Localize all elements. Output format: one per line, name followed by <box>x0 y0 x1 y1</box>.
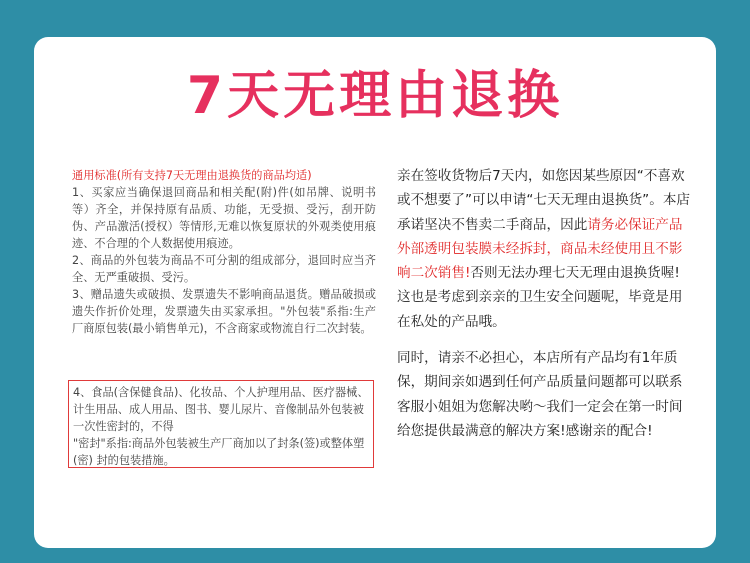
standard-item-4: 4、食品(含保健食品)、化妆品、个人护理用品、医疗器械、计生用品、成人用品、图书、婴儿尿片、音像制品外包装被一次性密封的，不得 <box>73 386 369 433</box>
policy-card <box>34 37 716 548</box>
return-note-text: 否则无法办理七天无理由退换货喔!这也是考虑到亲亲的卫生安全问题呢，毕竟是用在私处的产品哦。 <box>397 265 683 330</box>
standard-item-2: 2、商品的外包装为商品不可分割的组成部分，退回时应当齐全、无严重破损、受污。 <box>72 254 376 284</box>
return-explanation <box>397 164 693 443</box>
return-warning-text: 请务必保证产品外部透明包装膜未经拆封，商品未经使用且不影响二次销售! <box>397 216 683 282</box>
page-title: 7天无理由退换 <box>186 66 564 126</box>
warranty-paragraph: 同时，请亲不必担心，本店所有产品均有1年质保，期间亲如遇到任何产品质量问题都可以联系客服小姐姐为您解决哟～我们一定会在第一时间给您提供最满意的解决方案!感谢亲的配合! <box>397 350 683 439</box>
standard-item-1: 1、买家应当确保退回商品和相关配(附)件(如吊牌、说明书等）齐全，并保持原有品质、功能，无受损、受污，刮开防伪、产品激活(授权）等情形,无难以恢复原状的外观类使用痕迹、不合理的个人数据使用痕迹。 <box>72 186 376 250</box>
return-intro-text: 亲在签收货物后7天内，如您因某些原因“不喜欢或不想要了”可以申请“七天无理由退换货”。本店承诺坚决不售卖二手商品，因此 <box>397 168 691 233</box>
paragraph-gap <box>397 334 693 346</box>
general-standards <box>72 167 376 337</box>
standards-heading: 通用标准(所有支持7天无理由退换货的商品均适) <box>72 169 312 182</box>
sealed-definition: "密封"系指:商品外包装被生产厂商加以了封条(签)或整体塑(密) 封的包装措施。 <box>73 437 365 467</box>
return-paragraph-1 <box>397 164 693 334</box>
standard-item-3: 3、赠品遗失或破损、发票遗失不影响商品退货。赠品破损或遗失作折价处理，发票遗失由买家承担。"外包装"系指:生产厂商原包装(最小销售单元)，不含商家或物流自行二次封装。 <box>72 288 376 335</box>
sealed-goods-notice <box>68 380 374 468</box>
